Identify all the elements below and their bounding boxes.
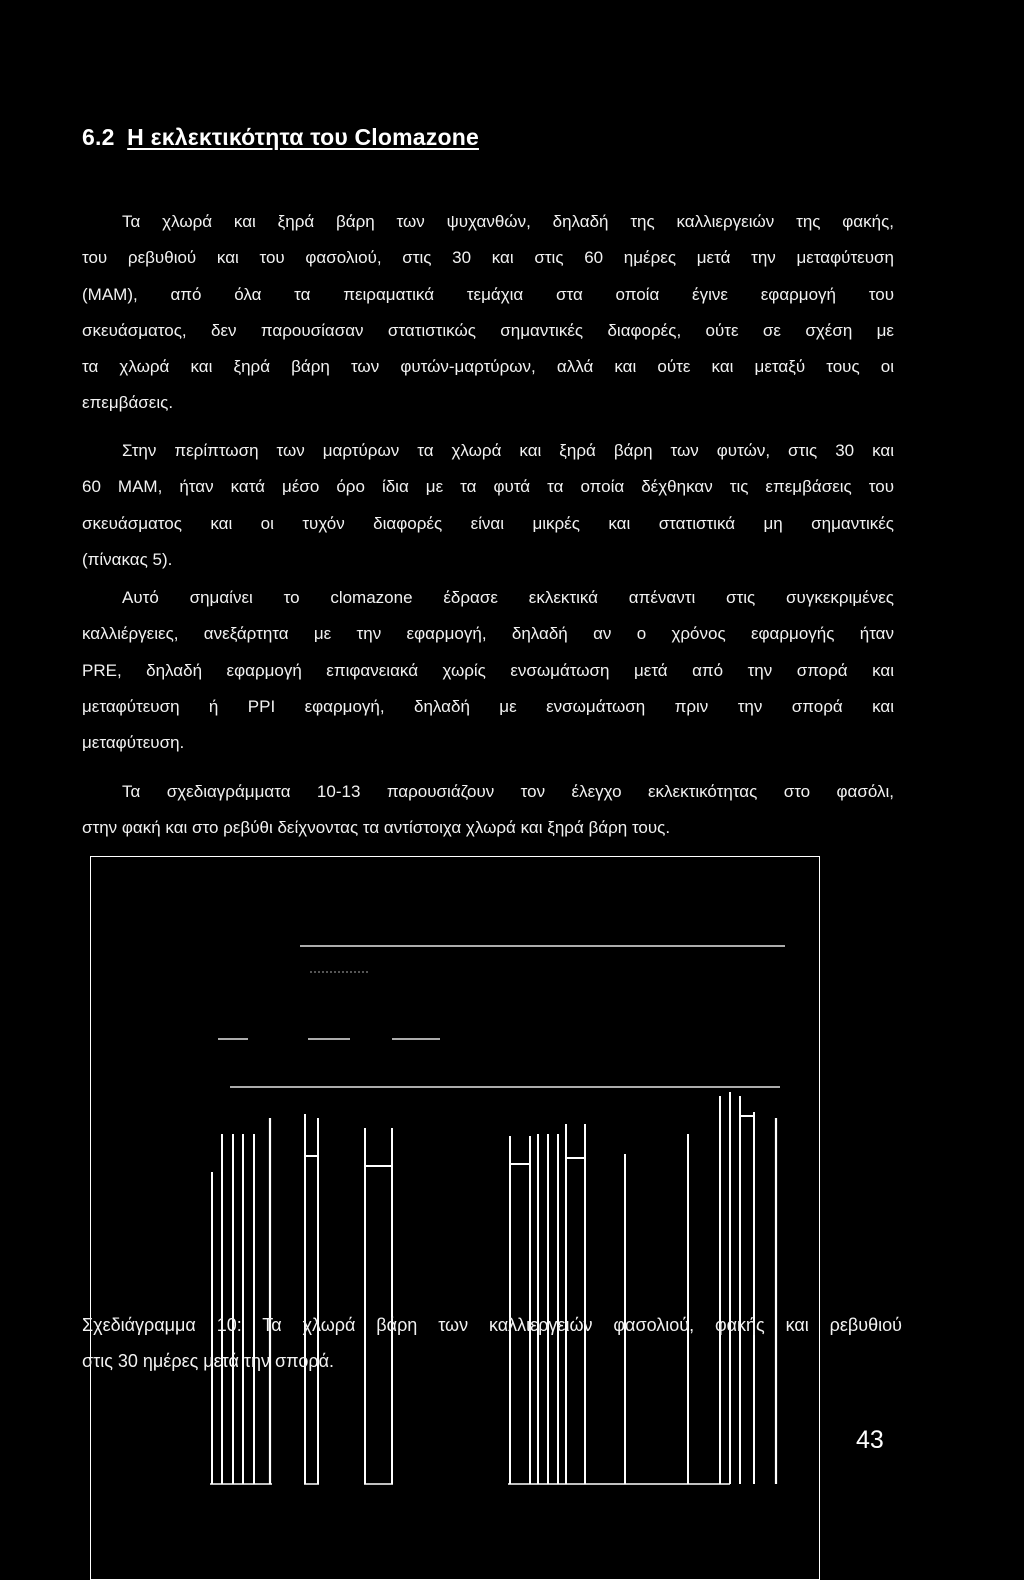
paragraph-line: σκευάσματος και οι τυχόν διαφορές είναι μικρές και στατιστικά μη σημαντικές	[82, 513, 894, 533]
paragraph-line: (πίνακας 5).	[82, 549, 173, 569]
section-number: 6.2	[82, 124, 115, 150]
paragraph-line: τα χλωρά και ξηρά βάρη των φυτών-μαρτύρων, αλλά και ούτε και μεταξύ τους οι	[82, 357, 894, 377]
figure-caption	[82, 1307, 902, 1379]
paragraph-4	[82, 774, 894, 847]
paragraph-line: Τα σχεδιαγράμματα 10-13 παρουσιάζουν τον έλεγχο εκλεκτικότητας στο φασόλι,	[122, 782, 894, 801]
paragraph-line: Τα χλωρά και ξηρά βάρη των ψυχανθών, δηλαδή της καλλιεργειών της φακής,	[122, 212, 894, 231]
chart-svg	[90, 856, 820, 1580]
paragraph-1	[82, 204, 894, 422]
caption-line: Σχεδιάγραμμα 10: Τα χλωρά βάρη των καλλιεργειών φασολιού, φακής και ρεβυθιού	[82, 1315, 902, 1335]
figure-chart-10	[90, 856, 820, 1580]
page-number: 43	[856, 1426, 884, 1454]
paragraph-2	[82, 433, 894, 578]
paragraph-line: σκευάσματος, δεν παρουσίασαν στατιστικώς σημαντικές διαφορές, ούτε σε σχέση με	[82, 320, 894, 340]
paragraph-line: του ρεβυθιού και του φασολιού, στις 30 και στις 60 ημέρες μετά την μεταφύτευση	[82, 248, 894, 268]
paragraph-line: Στην περίπτωση των μαρτύρων τα χλωρά και ξηρά βάρη των φυτών, στις 30 και	[122, 441, 894, 460]
paragraph-line: (ΜΑΜ), από όλα τα πειραματικά τεμάχια στα οποία έγινε εφαρμογή του	[82, 284, 894, 304]
paragraph-line: στην φακή και στο ρεβύθι δείχνοντας τα αντίστοιχα χλωρά και ξηρά βάρη τους.	[82, 818, 671, 838]
section-title: Η εκλεκτικότητα του Clomazone	[127, 124, 479, 150]
paragraph-line: μεταφύτευση ή PPI εφαρμογή, δηλαδή με ενσωμάτωση πριν την σπορά και	[82, 696, 894, 716]
paragraph-3	[82, 580, 894, 761]
figure-frame	[91, 857, 820, 1580]
paragraph-line: επεμβάσεις.	[82, 393, 174, 413]
paragraph-line: Αυτό σημαίνει το clomazone έδρασε εκλεκτικά απέναντι στις συγκεκριμένες	[122, 588, 894, 607]
section-heading	[82, 124, 479, 151]
paragraph-line: καλλιέργειες, ανεξάρτητα με την εφαρμογή, δηλαδή αν ο χρόνος εφαρμογής ήταν	[82, 624, 894, 644]
paragraph-line: μεταφύτευση.	[82, 733, 185, 753]
caption-line: στις 30 ημέρες μετά την σπορά.	[82, 1351, 334, 1371]
paragraph-line: 60 ΜΑΜ, ήταν κατά μέσο όρο ίδια με τα φυτά τα οποία δέχθηκαν τις επεμβάσεις του	[82, 477, 894, 497]
paragraph-line: PRE, δηλαδή εφαρμογή επιφανειακά χωρίς ενσωμάτωση μετά από την σπορά και	[82, 660, 894, 680]
